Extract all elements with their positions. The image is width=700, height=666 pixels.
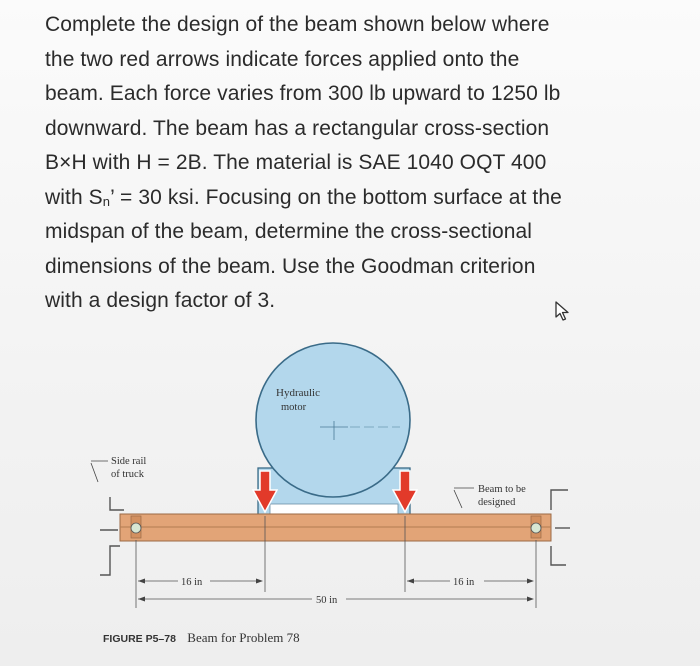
beam-callout xyxy=(454,484,526,508)
dimension-left-label: 16 in xyxy=(181,577,203,588)
problem-line-8: dimensions of the beam. Use the Goodman criterion xyxy=(45,254,536,278)
motor-label-line-1: Hydraulic xyxy=(276,387,320,399)
side-rail-callout xyxy=(91,456,146,482)
problem-line-6-end: ’ = 30 ksi. Focusing on the bottom surface at the xyxy=(110,185,562,209)
figure-title: Beam for Problem 78 xyxy=(187,630,300,645)
problem-line-1: Complete the design of the beam shown below where xyxy=(45,13,550,36)
hydraulic-motor xyxy=(256,343,410,515)
problem-line-9: with a design factor of 3. xyxy=(45,289,276,312)
beam-label-line-2: designed xyxy=(478,497,516,508)
subscript-n: n xyxy=(102,193,111,209)
side-rail-right xyxy=(551,490,570,565)
left-pin xyxy=(131,523,141,533)
problem-line-2: the two red arrows indicate forces applied onto the xyxy=(45,47,520,71)
motor-mount-plate xyxy=(270,504,398,514)
motor-label-line-2: motor xyxy=(281,402,307,413)
figure-caption xyxy=(103,630,300,646)
side-rail-label-line-1: Side rail xyxy=(111,456,147,467)
problem-line-7: midspan of the beam, determine the cross-sectional xyxy=(45,220,533,243)
figure-number: FIGURE P5–78 xyxy=(103,633,176,645)
dimension-right-label: 16 in xyxy=(453,577,475,588)
dimension-total-label: 50 in xyxy=(316,595,338,606)
problem-line-5: B×H with H = 2B. The material is SAE 1040 OQT 400 xyxy=(45,151,547,174)
beam-label-line-1: Beam to be xyxy=(478,484,526,495)
problem-line-6-start: with S xyxy=(45,185,103,209)
beam xyxy=(120,514,551,541)
right-pin xyxy=(531,523,541,533)
problem-line-4: downward. The beam has a rectangular cross-section xyxy=(45,116,550,140)
side-rail-label-line-2: of truck xyxy=(111,469,144,480)
problem-line-3: beam. Each force varies from 300 lb upward to 1250 lb xyxy=(45,82,561,105)
